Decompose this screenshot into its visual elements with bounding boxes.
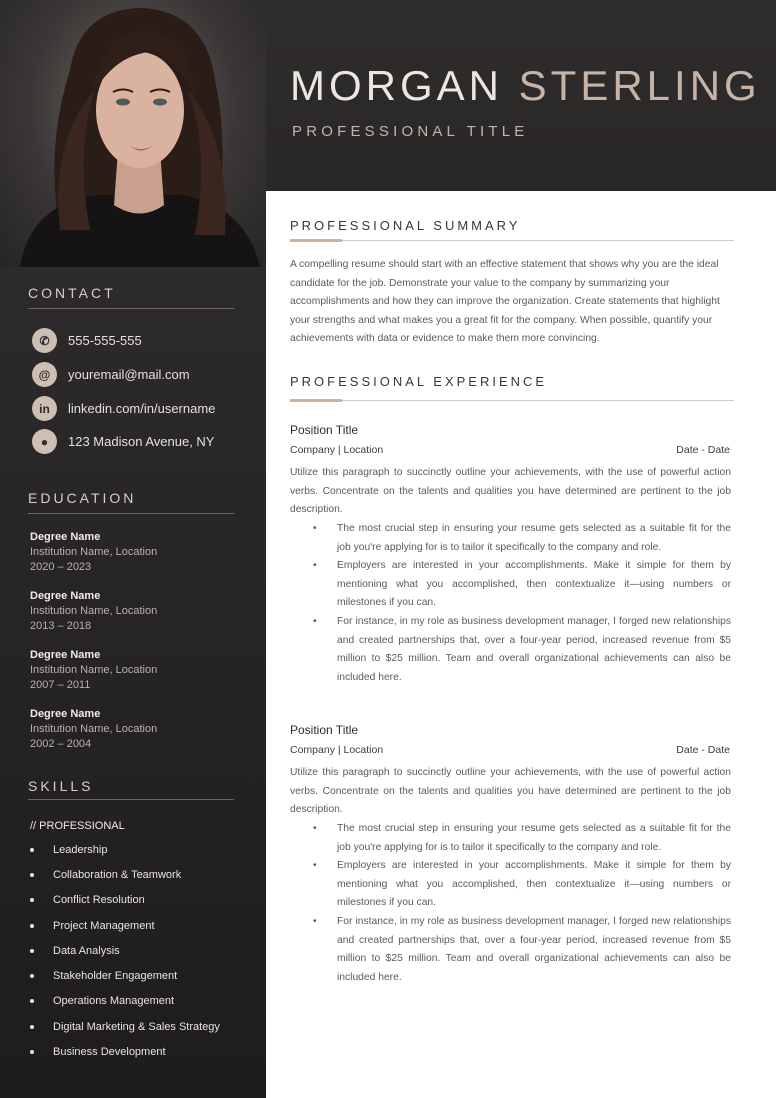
skill-item	[30, 844, 107, 856]
experience-heading: PROFESSIONAL EXPERIENCE	[290, 374, 548, 389]
location-icon: ●	[32, 429, 57, 454]
skills-subheading: // PROFESSIONAL	[30, 820, 125, 832]
education-item	[30, 589, 157, 634]
institution: Institution Name, Location	[30, 723, 158, 735]
skill-item	[30, 1046, 166, 1058]
job-description: Utilize this paragraph to succinctly outline your achievements, with the use of powerful action verbs. Concentrate on the talents and qualities you have determined are pertinent to the job description.	[290, 467, 731, 516]
at-icon: @	[32, 362, 57, 387]
contact-linkedin[interactable]	[32, 396, 215, 421]
degree-name: Degree Name	[30, 649, 101, 661]
position-title: Position Title	[290, 723, 359, 737]
contact-address	[32, 429, 214, 454]
list-item	[310, 857, 731, 913]
bullet-icon: •	[313, 560, 317, 572]
skills-divider	[28, 799, 234, 800]
linkedin-icon: in	[32, 396, 57, 421]
education-years: 2020 – 2023	[30, 561, 92, 573]
summary-heading: PROFESSIONAL SUMMARY	[290, 218, 521, 233]
bullet-icon	[30, 898, 34, 902]
bullet-icon: •	[313, 860, 317, 872]
degree-name: Degree Name	[30, 708, 101, 720]
candidate-name	[290, 62, 761, 110]
skill-label: Business Development	[53, 1046, 166, 1058]
institution: Institution Name, Location	[30, 605, 158, 617]
skill-item	[30, 869, 181, 881]
institution: Institution Name, Location	[30, 664, 158, 676]
bullet-text: The most crucial step in ensuring your resume gets selected as a suitable fit for the job you're applying for is to tailor it specifically to the company and role.	[337, 823, 731, 853]
bullet-icon	[30, 1050, 34, 1054]
last-name: STERLING	[518, 62, 761, 109]
bullet-text: For instance, in my role as business development manager, I forged new relationships and created partnerships that, over a four-year period, increased revenue from $5 million to $25 million. Team and overall organizational achievements can also be included here.	[337, 915, 731, 983]
skill-item	[30, 894, 145, 906]
list-item	[310, 820, 731, 857]
company-location: Company | Location	[290, 444, 384, 456]
contact-heading: CONTACT	[28, 285, 116, 301]
education-heading: EDUCATION	[28, 490, 137, 506]
bullet-icon	[30, 873, 34, 877]
bullet-icon: •	[313, 823, 317, 834]
skills-heading: SKILLS	[28, 778, 94, 794]
skill-label: Conflict Resolution	[53, 894, 145, 906]
bullet-icon	[30, 1025, 34, 1029]
skill-item	[30, 1021, 220, 1033]
bullet-icon	[30, 924, 34, 928]
skill-item	[30, 970, 177, 982]
skill-label: Project Management	[53, 920, 155, 932]
education-item	[30, 530, 157, 575]
degree-name: Degree Name	[30, 590, 101, 602]
contact-email-text: youremail@mail.com	[68, 367, 190, 382]
job-dates: Date - Date	[676, 744, 730, 756]
first-name: MORGAN	[290, 62, 503, 109]
bullet-icon: •	[313, 523, 317, 534]
education-item	[30, 707, 157, 752]
skill-label: Stakeholder Engagement	[53, 970, 178, 982]
bullet-icon	[30, 974, 34, 978]
job-dates: Date - Date	[676, 444, 730, 456]
bullet-icon: •	[313, 615, 317, 627]
education-years: 2002 – 2004	[30, 738, 92, 750]
institution: Institution Name, Location	[30, 546, 158, 558]
portrait-illustration	[0, 0, 266, 267]
contact-divider	[28, 308, 234, 309]
profile-photo	[0, 0, 266, 267]
skill-label: Operations Management	[53, 995, 175, 1007]
job-description: Utilize this paragraph to succinctly outline your achievements, with the use of powerful action verbs. Concentrate on the talents and qualities you have determined are pertinent to the job description.	[290, 767, 731, 816]
list-item	[310, 913, 731, 987]
bullet-icon: •	[313, 915, 317, 927]
skill-label: Digital Marketing & Sales Strategy	[53, 1021, 220, 1033]
skill-item	[30, 995, 174, 1007]
experience-divider	[290, 400, 734, 401]
bullet-icon	[30, 848, 34, 852]
bullet-text: Employers are interested in your accomplishments. Make it simple for them by mentioning what you accomplished, then contextualize it—using numbers or milestones if you can.	[337, 860, 731, 909]
list-item	[310, 520, 731, 557]
bullet-text: Employers are interested in your accomplishments. Make it simple for them by mentioning what you accomplished, then contextualize it—using numbers or milestones if you can.	[337, 560, 731, 609]
contact-linkedin-text: linkedin.com/in/username	[68, 401, 216, 416]
bullet-text: The most crucial step in ensuring your resume gets selected as a suitable fit for the job you're applying for is to tailor it specifically to the company and role.	[337, 523, 731, 553]
job-bullets	[310, 820, 731, 987]
professional-title: PROFESSIONAL TITLE	[292, 123, 529, 140]
skill-label: Leadership	[53, 844, 108, 856]
education-item	[30, 648, 157, 693]
skill-item	[30, 920, 155, 932]
degree-name: Degree Name	[30, 531, 101, 543]
education-years: 2013 – 2018	[30, 620, 92, 632]
contact-email[interactable]	[32, 362, 190, 387]
summary-text: A compelling resume should start with an effective statement that shows why you are the ideal candidate for the job. Demonstrate your value to the company by summarizing your accomplishments and how they can improve the organization. Create statements that highlight your strengths and what makes you a great fit for the company. When possible, quantify your achievements with data or evidence to make them more convincing.	[290, 259, 720, 345]
contact-address-text: 123 Madison Avenue, NY	[68, 434, 215, 449]
phone-icon: ✆	[32, 328, 57, 353]
list-item	[310, 557, 731, 613]
contact-phone[interactable]	[32, 328, 142, 353]
contact-phone-text: 555-555-555	[68, 333, 142, 348]
skill-item	[30, 945, 120, 957]
job-bullets	[310, 520, 731, 687]
company-location: Company | Location	[290, 744, 384, 756]
skill-label: Data Analysis	[53, 945, 120, 957]
experience-accent	[290, 399, 342, 402]
skill-label: Collaboration & Teamwork	[53, 869, 182, 881]
list-item	[310, 613, 731, 687]
bullet-icon	[30, 949, 34, 953]
education-years: 2007 – 2011	[30, 679, 91, 691]
summary-divider	[290, 240, 734, 241]
position-title: Position Title	[290, 423, 359, 437]
education-divider	[28, 513, 234, 514]
bullet-icon	[30, 999, 34, 1003]
summary-accent	[290, 239, 342, 242]
bullet-text: For instance, in my role as business development manager, I forged new relationships and created partnerships that, over a four-year period, increased revenue from $5 million to $25 million. Team and overall organizational achievements can also be included here.	[337, 615, 731, 683]
